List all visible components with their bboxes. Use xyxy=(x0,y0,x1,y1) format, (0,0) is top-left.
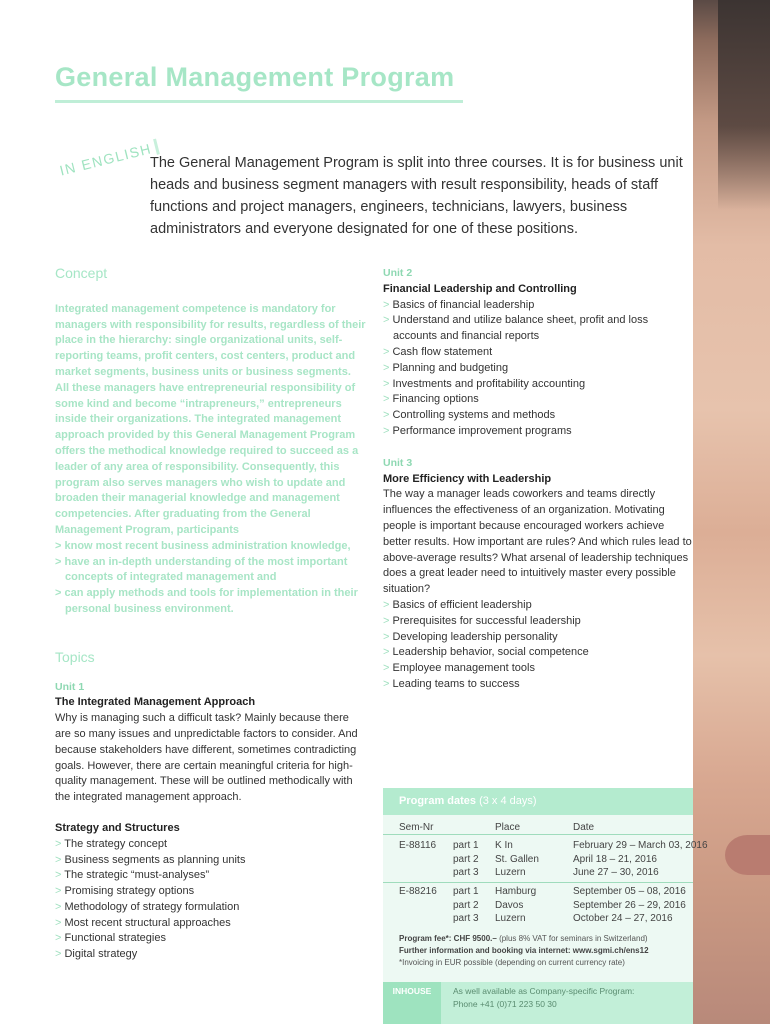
list-item: > Investments and profitability accounting xyxy=(383,377,586,390)
unit3-text: The way a manager leads coworkers and teams directly influences the effectiveness of an organization. Motivating people is important because encouraged workers achieve better results. How important are rules? And which rules lead to above-average results? What arsenal of leadership techniques does a great leader need to intuitively master every possible situation? xyxy=(383,488,692,596)
part-cell: part 1 xyxy=(453,840,479,851)
topics-heading: Topics xyxy=(55,648,95,665)
separator-line xyxy=(383,834,693,835)
inhouse-label: INHOUSE xyxy=(383,982,441,1024)
part-cell: part 1 xyxy=(453,886,479,897)
photo-hair-shape xyxy=(718,0,770,210)
unit2-list xyxy=(383,298,695,440)
date-cell: October 24 – 27, 2016 xyxy=(573,913,673,924)
fee-note: (plus 8% VAT for seminars in Switzerland) xyxy=(499,934,648,943)
place-cell: Luzern xyxy=(495,913,526,924)
inhouse-phone[interactable]: Phone +41 (0)71 223 50 30 xyxy=(453,999,557,1009)
list-item: > Methodology of strategy formulation xyxy=(55,900,240,913)
list-item: > Most recent structural approaches xyxy=(55,916,231,929)
list-item: > Controlling systems and methods xyxy=(383,409,556,422)
booking-link[interactable]: Further information and booking via internet: www.sgmi.ch/ens12 xyxy=(399,946,649,955)
date-cell: June 27 – 30, 2016 xyxy=(573,867,659,878)
program-dates-panel xyxy=(383,788,708,1024)
list-item: > Prerequisites for successful leadership xyxy=(383,614,581,627)
place-cell: Hamburg xyxy=(495,886,537,897)
list-item: > Promising strategy options xyxy=(55,885,195,898)
part-cell: part 3 xyxy=(453,913,479,924)
program-dates-title: Program dates xyxy=(399,795,477,807)
right-column xyxy=(383,266,695,693)
inhouse-banner xyxy=(383,982,693,1024)
part-cell: part 3 xyxy=(453,867,479,878)
language-stamp: IN ENGLISH xyxy=(58,138,160,178)
date-cell: September 26 – 29, 2016 xyxy=(573,899,686,911)
sem-number: E-88116 xyxy=(399,840,437,851)
unit1-label: Unit 1 xyxy=(55,680,85,693)
separator-line xyxy=(383,882,693,883)
program-dates-note: (3 x 4 days) xyxy=(479,795,537,807)
place-cell: K In xyxy=(495,840,513,851)
left-column xyxy=(55,266,367,963)
inhouse-text-block xyxy=(453,985,634,1011)
photo-lip-shape xyxy=(725,835,770,875)
title-underline xyxy=(55,100,463,103)
column-header-place: Place xyxy=(495,822,521,833)
concept-bullet: > can apply methods and tools for implementation in their personal business environment. xyxy=(55,587,358,615)
sem-number: E-88216 xyxy=(399,886,437,897)
unit2-title: Financial Leadership and Controlling xyxy=(383,282,577,295)
concept-bullet-text: have an in-depth understanding of the most important concepts of integrated management and xyxy=(64,555,348,584)
program-dates-heading xyxy=(383,788,693,815)
list-item: > The strategy concept xyxy=(55,837,168,850)
part-cell: part 2 xyxy=(453,899,479,911)
unit3-list xyxy=(383,598,695,693)
date-cell: September 05 – 08, 2016 xyxy=(573,886,686,897)
list-item: > Financing options xyxy=(383,393,479,406)
page-title: General Management Program xyxy=(55,62,455,92)
unit1-title: The Integrated Management Approach xyxy=(55,696,256,709)
list-item: > Cash flow statement xyxy=(383,345,493,358)
list-item: > Employee management tools xyxy=(383,662,535,675)
date-cell: February 29 – March 03, 2016 xyxy=(573,840,708,851)
place-cell: Davos xyxy=(495,899,524,911)
inhouse-text: As well available as Company-specific Program: xyxy=(453,986,635,996)
concept-bullet: > have an in-depth understanding of the most important concepts of integrated management and xyxy=(55,555,348,584)
unit1-list xyxy=(55,837,367,963)
concept-bullet-text: can apply methods and tools for implementation in their personal business environment. xyxy=(64,587,358,615)
invoice-note: *Invoicing in EUR possible (depending on current currency rate) xyxy=(399,958,625,967)
list-item: > Planning and budgeting xyxy=(383,361,509,374)
list-item: > Leadership behavior, social competence xyxy=(383,646,589,659)
part-cell: part 2 xyxy=(453,853,479,865)
column-header-sem: Sem-Nr xyxy=(399,822,434,833)
list-item: > Developing leadership personality xyxy=(383,630,558,643)
list-item: > The strategic “must-analyses” xyxy=(55,869,210,882)
list-item: > Functional strategies xyxy=(55,932,166,945)
list-item: > Basics of financial leadership xyxy=(383,298,535,311)
place-cell: Luzern xyxy=(495,867,526,878)
list-item: > Performance improvement programs xyxy=(383,424,572,437)
place-cell: St. Gallen xyxy=(495,853,539,865)
list-item: > Understand and utilize balance sheet, profit and loss accounts and financial reports xyxy=(383,314,649,343)
list-item: > Leading teams to success xyxy=(383,677,520,690)
concept-bullet-text: know most recent business administration knowledge, xyxy=(64,539,351,552)
unit1-subtitle: Strategy and Structures xyxy=(55,821,180,834)
portrait-photo xyxy=(693,0,770,1024)
unit3-label: Unit 3 xyxy=(383,456,413,469)
concept-heading: Concept xyxy=(55,265,108,281)
list-item: > Business segments as planning units xyxy=(55,853,246,866)
list-item: > Basics of efficient leadership xyxy=(383,598,532,611)
column-header-date: Date xyxy=(573,822,595,833)
intro-paragraph: The General Management Program is split into three courses. It is for business unit heads and business segment managers with result responsibility, heads of staff functions and project managers, engineers, technicians, lawyers, business administrators and everyone designated for one of these positions. xyxy=(150,155,683,237)
program-fee: Program fee*: CHF 9500.– xyxy=(399,934,497,943)
fee-block xyxy=(399,933,649,969)
unit3-title: More Efficiency with Leadership xyxy=(383,472,552,485)
concept-bullet: > know most recent business administration knowledge, xyxy=(55,539,351,552)
unit2-label: Unit 2 xyxy=(383,267,413,279)
concept-paragraph: Integrated management competence is mandatory for managers with responsibility for results, regardless of their place in the hierarchy: single organizational units, self-reporting teams, profit centers, cost centers, product and market segments, business units or business segments. All these managers have entrepreneurial responsibility of some kind and become “intrapreneurs,” entrepreneurs inside their organizations. The integrated management approach provided by this General Management Program offers the methodical knowledge required to succeed as a leader of any area of responsibility. Consequently, this program also serves managers who wish to update and broaden their managerial knowledge and management competencies. After graduating from the General Management Program, participants xyxy=(55,302,366,536)
date-cell: April 18 – 21, 2016 xyxy=(573,853,657,865)
unit1-text: Why is managing such a difficult task? Mainly because there are so many issues and unpredictable factors to consider. And because stakeholders have different, sometimes contradicting goals. However, there are certain meaningful criteria for high-quality management. These will be outlined methodically with the integrated management approach. xyxy=(55,712,358,804)
list-item: > Digital strategy xyxy=(55,948,138,961)
